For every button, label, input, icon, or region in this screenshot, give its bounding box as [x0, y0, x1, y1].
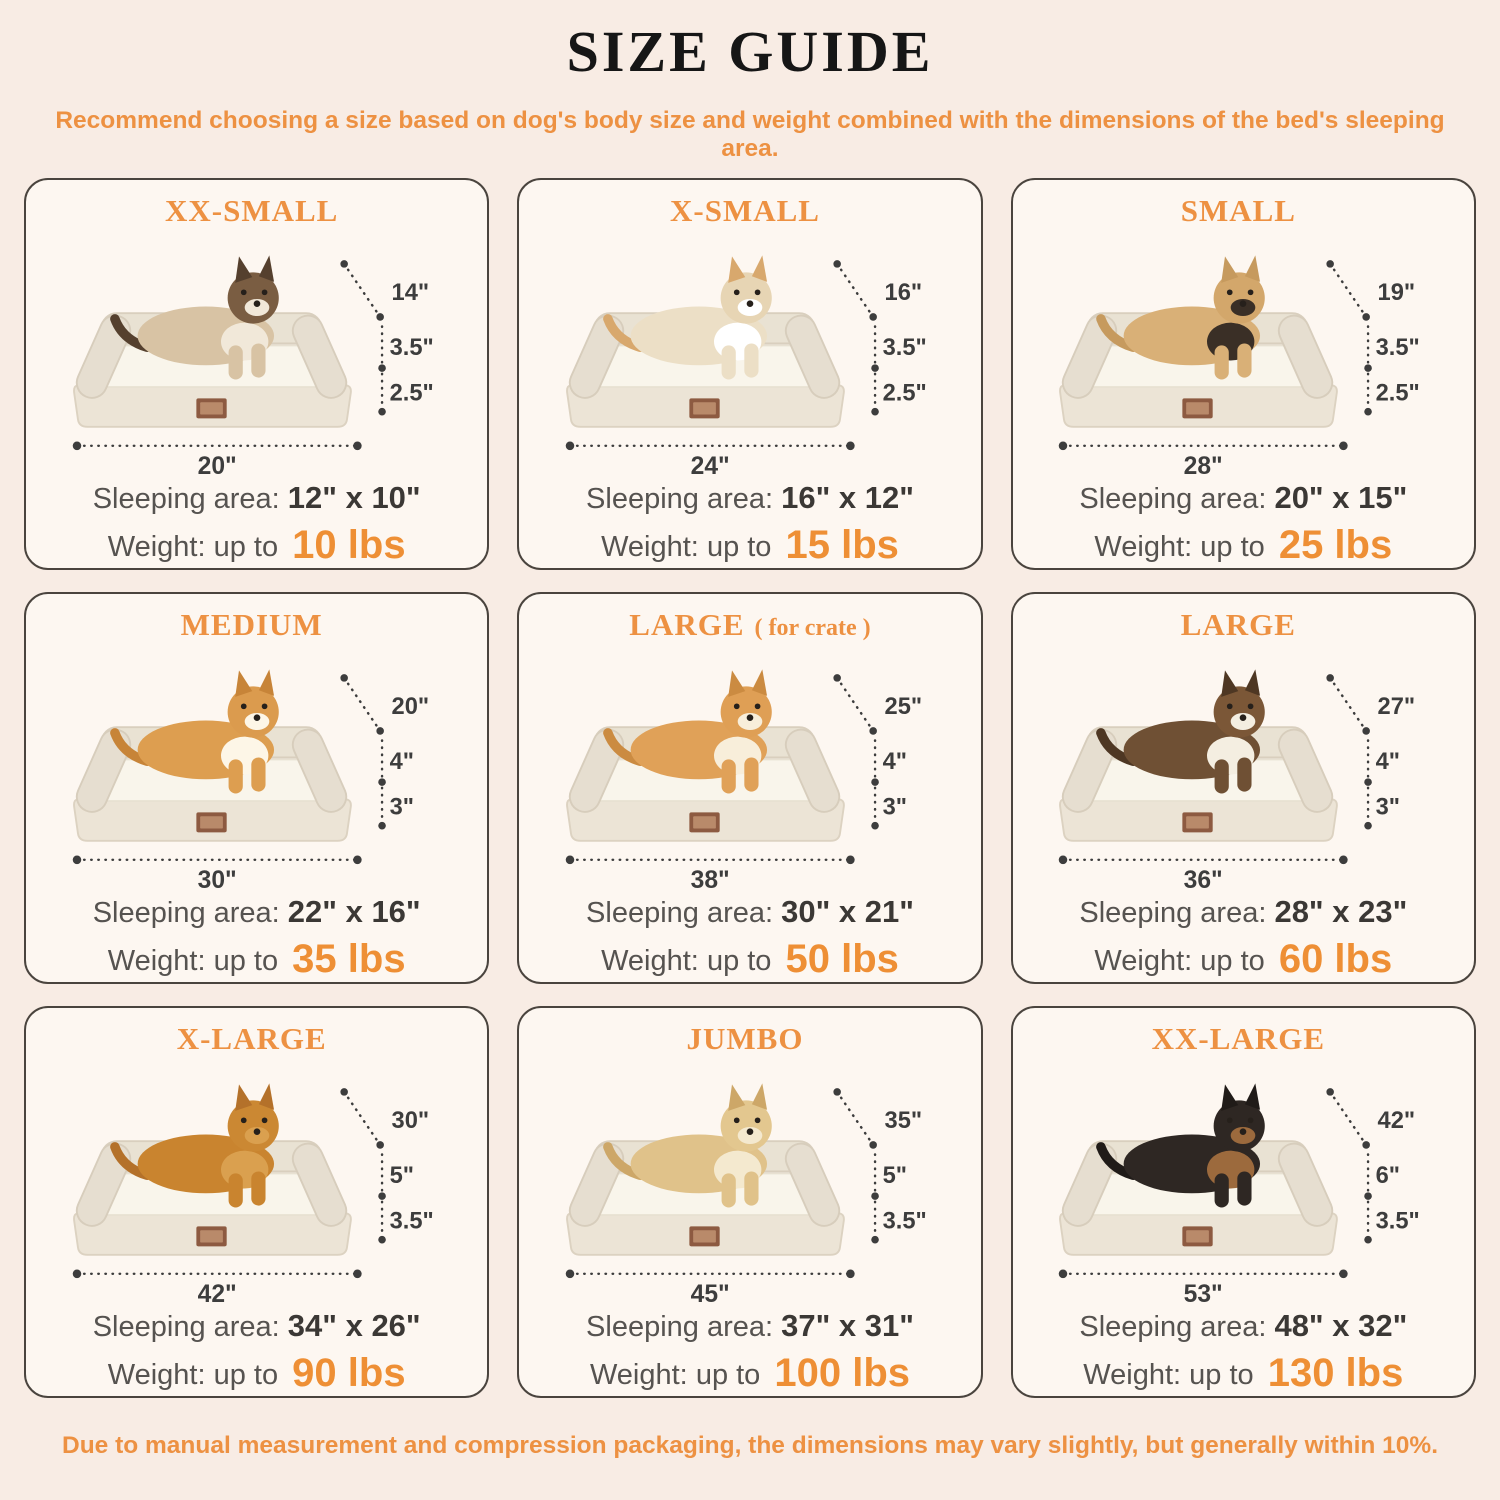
weight-label: Weight: — [1094, 945, 1193, 977]
card-size-title — [687, 1022, 814, 1056]
sleeping-area-label: Sleeping area: — [92, 897, 280, 929]
dim-lower-label: 3.5" — [882, 1208, 927, 1235]
pet-nose — [253, 1128, 260, 1135]
sleeping-area-value: 12" x 10" — [287, 480, 421, 515]
dim-width-label: 30" — [197, 867, 237, 894]
pet-eye — [755, 704, 761, 710]
sleeping-area-value: 28" x 23" — [1274, 894, 1408, 929]
card-size-title — [181, 608, 333, 642]
weight-line — [108, 523, 406, 568]
weight-value: 10 lbs — [292, 523, 406, 567]
brand-tag-inner — [200, 402, 223, 414]
sleeping-area-value: 37" x 31" — [781, 1308, 914, 1343]
pet-eye — [734, 290, 740, 296]
size-label: XX-LARGE — [1151, 1021, 1325, 1056]
card-size-title — [177, 1022, 337, 1056]
size-card — [1011, 592, 1476, 984]
weight-line — [590, 1351, 910, 1396]
size-card — [517, 178, 982, 570]
dim-top-label: 30" — [391, 1107, 429, 1134]
sleeping-area-value: 16" x 12" — [781, 480, 914, 515]
bed-illustration — [1017, 640, 1469, 894]
pet-front-leg — [1238, 758, 1252, 792]
pet-front-leg — [1215, 345, 1229, 379]
card-size-title — [1181, 194, 1306, 228]
diagonal-dim-line — [344, 1092, 380, 1145]
size-label: X-SMALL — [670, 193, 820, 228]
sleeping-area-line — [586, 482, 914, 514]
pet-front-leg — [744, 758, 758, 792]
bed-illustration — [524, 226, 976, 480]
dim-upper-label: 5" — [882, 1162, 908, 1189]
sleeping-area-line — [1079, 482, 1407, 514]
weight-line — [1094, 937, 1392, 982]
card-size-title — [1152, 1022, 1335, 1056]
size-label: MEDIUM — [180, 607, 323, 642]
weight-line — [601, 937, 899, 982]
up-to-label: up to — [213, 945, 279, 977]
dim-width-label: 53" — [1183, 1281, 1224, 1308]
weight-label: Weight: — [589, 1359, 688, 1391]
dim-width-label: 42" — [197, 1281, 237, 1308]
pet-eye — [261, 1118, 267, 1124]
pet-eye — [734, 704, 740, 710]
diagonal-dim-line — [837, 1092, 873, 1145]
dim-width-label: 20" — [197, 453, 237, 480]
pet-nose — [1240, 1128, 1247, 1135]
pet-nose — [747, 1128, 754, 1135]
bed-illustration — [524, 1054, 976, 1308]
size-card — [24, 178, 489, 570]
weight-label: Weight: — [107, 531, 206, 563]
diagonal-dim-line — [1330, 678, 1366, 731]
dim-top-label: 14" — [391, 279, 429, 306]
weight-line — [601, 523, 899, 568]
pet-front-leg — [1238, 1172, 1252, 1206]
card-size-title — [670, 194, 830, 228]
pet-front-leg — [722, 1173, 736, 1207]
size-label: LARGE — [1180, 607, 1296, 642]
up-to-label: up to — [213, 1359, 279, 1391]
dim-top-label: 27" — [1377, 693, 1416, 720]
diagonal-dim-line — [1330, 1092, 1366, 1145]
weight-value: 50 lbs — [785, 937, 899, 981]
sleeping-area-label: Sleeping area: — [1079, 483, 1267, 515]
sleeping-area-line — [93, 896, 421, 928]
size-label: LARGE — [629, 607, 745, 642]
dim-lower-label: 3" — [1375, 794, 1401, 821]
dim-top-label: 20" — [391, 693, 429, 720]
diagonal-dim-line — [1330, 264, 1366, 317]
weight-value: 60 lbs — [1278, 937, 1393, 981]
size-label: SMALL — [1180, 193, 1296, 228]
sleeping-area-line — [93, 1310, 421, 1342]
dim-width-label: 38" — [690, 867, 730, 894]
pet-eye — [241, 1118, 247, 1124]
dim-top-label: 16" — [884, 279, 923, 306]
weight-line — [1083, 1351, 1403, 1396]
page-title: SIZE GUIDE — [566, 19, 934, 84]
sleeping-area-line — [586, 1310, 914, 1342]
up-to-label: up to — [1189, 1359, 1254, 1391]
pet-nose — [1240, 714, 1247, 721]
up-to-label: up to — [706, 945, 772, 977]
weight-value: 25 lbs — [1278, 523, 1393, 567]
bed-illustration — [524, 640, 976, 894]
dim-top-label: 19" — [1377, 279, 1416, 306]
weight-label: Weight: — [1094, 531, 1193, 563]
sleeping-area-value: 48" x 32" — [1274, 1308, 1408, 1343]
sleeping-area-label: Sleeping area: — [1079, 1311, 1267, 1343]
pet-eye — [241, 290, 247, 296]
weight-label: Weight: — [107, 945, 206, 977]
dim-top-label: 42" — [1377, 1107, 1416, 1134]
sleeping-area-line — [93, 482, 421, 514]
size-card — [24, 592, 489, 984]
weight-label: Weight: — [1083, 1359, 1182, 1391]
pet-front-leg — [1215, 1173, 1229, 1207]
dim-upper-label: 4" — [389, 748, 414, 775]
dim-width-label: 45" — [690, 1281, 730, 1308]
pet-front-leg — [1215, 759, 1229, 793]
sleeping-area-value: 34" x 26" — [287, 1308, 421, 1343]
up-to-label: up to — [706, 531, 772, 563]
dim-lower-label: 3.5" — [1375, 1208, 1421, 1235]
dim-lower-label: 3.5" — [389, 1208, 434, 1235]
weight-value: 35 lbs — [292, 937, 406, 981]
weight-line — [1094, 523, 1392, 568]
up-to-label: up to — [213, 531, 279, 563]
brand-tag-inner — [200, 816, 223, 828]
sleeping-area-line — [586, 896, 914, 928]
pet-eye — [261, 704, 267, 710]
brand-tag-inner — [693, 1230, 716, 1242]
sleeping-area-label: Sleeping area: — [92, 1311, 280, 1343]
pet-front-leg — [228, 345, 242, 379]
sleeping-area-value: 20" x 15" — [1274, 480, 1408, 515]
size-label: XX-SMALL — [164, 193, 339, 228]
size-note: ( for crate ) — [754, 615, 871, 641]
bed-illustration — [1017, 1054, 1469, 1308]
pet-eye — [1248, 704, 1254, 710]
pet-eye — [755, 290, 761, 296]
dim-top-label: 25" — [884, 693, 923, 720]
sleeping-area-label: Sleeping area: — [1079, 897, 1267, 929]
pet-front-leg — [722, 345, 736, 379]
pet-front-leg — [1238, 344, 1252, 378]
brand-tag-inner — [200, 1230, 223, 1242]
card-size-title — [629, 608, 870, 642]
pet-eye — [1227, 1118, 1233, 1124]
pet-eye — [241, 704, 247, 710]
bed-illustration — [31, 640, 483, 894]
size-label: JUMBO — [686, 1021, 804, 1056]
size-card — [517, 1006, 982, 1398]
up-to-label: up to — [695, 1359, 761, 1391]
pet-eye — [1227, 290, 1233, 296]
dim-lower-label: 3" — [389, 794, 414, 821]
recommendation-subtitle: Recommend choosing a size based on dog's body size and weight combined with the dimensions of the bed's sleeping area. — [55, 107, 1445, 162]
dim-upper-label: 3.5" — [389, 334, 434, 361]
diagonal-dim-line — [837, 264, 873, 317]
measurement-disclaimer: Due to manual measurement and compression packaging, the dimensions may vary slightly, but generally within 10%. — [62, 1432, 1438, 1459]
brand-tag-inner — [1186, 402, 1209, 414]
pet-nose — [253, 300, 260, 307]
pet-nose — [747, 714, 754, 721]
sleeping-area-label: Sleeping area: — [92, 483, 280, 515]
dim-lower-label: 2.5" — [389, 380, 434, 407]
pet-nose — [1240, 300, 1247, 307]
dim-upper-label: 4" — [882, 748, 908, 775]
brand-tag-inner — [693, 816, 716, 828]
sleeping-area-line — [1079, 896, 1407, 928]
up-to-label: up to — [1200, 531, 1265, 563]
dim-upper-label: 3.5" — [1375, 334, 1421, 361]
pet-front-leg — [251, 758, 265, 792]
brand-tag-inner — [693, 402, 716, 414]
up-to-label: up to — [1200, 945, 1265, 977]
bed-illustration — [1017, 226, 1469, 480]
pet-eye — [1248, 290, 1254, 296]
pet-eye — [734, 1118, 740, 1124]
size-card — [517, 592, 982, 984]
weight-label: Weight: — [107, 1359, 206, 1391]
pet-front-leg — [744, 344, 758, 378]
weight-line — [108, 937, 406, 982]
sleeping-area-value: 22" x 16" — [287, 894, 421, 929]
dim-upper-label: 6" — [1375, 1162, 1401, 1189]
dim-width-label: 24" — [690, 453, 730, 480]
size-label: X-LARGE — [176, 1021, 327, 1056]
weight-value: 100 lbs — [774, 1351, 911, 1395]
pet-front-leg — [228, 1173, 242, 1207]
card-size-title — [165, 194, 348, 228]
weight-line — [108, 1351, 406, 1396]
bed-illustration — [31, 226, 483, 480]
diagonal-dim-line — [837, 678, 873, 731]
sleeping-area-label: Sleeping area: — [586, 483, 774, 515]
dim-upper-label: 3.5" — [882, 334, 927, 361]
sleeping-area-value: 30" x 21" — [781, 894, 914, 929]
pet-nose — [253, 714, 260, 721]
pet-eye — [261, 290, 267, 296]
weight-value: 15 lbs — [785, 523, 899, 567]
weight-label: Weight: — [601, 531, 699, 563]
pet-front-leg — [722, 759, 736, 793]
size-card — [24, 1006, 489, 1398]
brand-tag-inner — [1186, 816, 1209, 828]
dim-lower-label: 2.5" — [882, 380, 927, 407]
dim-lower-label: 2.5" — [1375, 380, 1421, 407]
weight-value: 130 lbs — [1267, 1351, 1404, 1395]
dim-upper-label: 4" — [1375, 748, 1401, 775]
bed-illustration — [31, 1054, 483, 1308]
card-size-title — [1181, 608, 1306, 642]
sleeping-area-line — [1079, 1310, 1407, 1342]
size-card — [1011, 1006, 1476, 1398]
weight-label: Weight: — [601, 945, 699, 977]
dim-top-label: 35" — [884, 1107, 923, 1134]
pet-front-leg — [251, 1172, 265, 1206]
dim-upper-label: 5" — [389, 1162, 414, 1189]
pet-eye — [1248, 1118, 1254, 1124]
pet-nose — [747, 300, 754, 307]
sleeping-area-label: Sleeping area: — [586, 897, 774, 929]
pet-eye — [755, 1118, 761, 1124]
sleeping-area-label: Sleeping area: — [586, 1311, 774, 1343]
pet-eye — [1227, 704, 1233, 710]
diagonal-dim-line — [344, 678, 380, 731]
dim-width-label: 28" — [1183, 453, 1224, 480]
size-card-grid — [24, 178, 1476, 1398]
weight-value: 90 lbs — [292, 1351, 406, 1395]
brand-tag-inner — [1186, 1230, 1209, 1242]
pet-front-leg — [744, 1172, 758, 1206]
pet-front-leg — [228, 759, 242, 793]
dim-width-label: 36" — [1183, 867, 1224, 894]
size-card — [1011, 178, 1476, 570]
diagonal-dim-line — [344, 264, 380, 317]
dim-lower-label: 3" — [882, 794, 908, 821]
pet-front-leg — [251, 344, 265, 378]
